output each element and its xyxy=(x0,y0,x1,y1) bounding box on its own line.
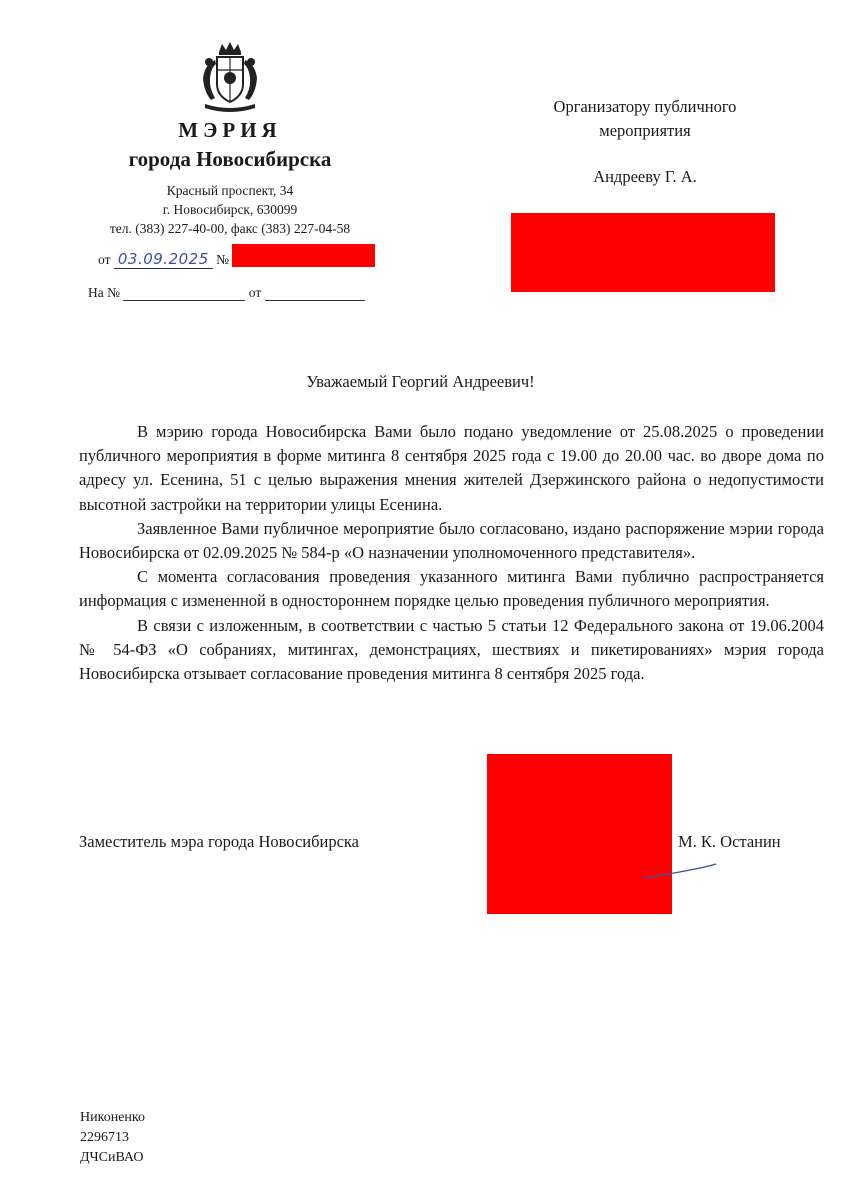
ref-ot-blank xyxy=(265,286,365,301)
ref-ot-label: от xyxy=(248,285,262,300)
signatory-title: Заместитель мэра города Новосибирска xyxy=(79,832,359,851)
signatory-name: М. К. Останин xyxy=(678,832,781,851)
paragraph-2: Заявленное Вами публичное мероприятие было согласовано, издано распоряжение мэрии города Новосибирска от 02.09.2025 № 584-р «О назначении уполномоченного представителя». xyxy=(79,518,824,563)
recipient-name: Андрееву Г. А. xyxy=(593,167,697,186)
paragraph-4: В связи с изложенным, в соответствии с частью 5 статьи 12 Федерального закона от 19.06.2004 № 54-ФЗ «О собраниях, митингах, демонстрациях, шествиях и пикетированиях» мэрия города Новосибирска отзывает согласование проведения митинга 8 сентября 2025 года. xyxy=(79,615,824,684)
executor-phone: 2296713 xyxy=(80,1130,129,1145)
paragraph-1: В мэрию города Новосибирска Вами было подано уведомление от 25.08.2025 о проведении публичного мероприятия в форме митинга 8 сентября 2025 года с 19.00 до 20.00 час. во дворе дома по адресу ул. Есенина, 51 с целью выражения мнения жителей Дзержинского района о недопустимости высотной застройки на территории улицы Есенина. xyxy=(79,422,824,514)
redaction-recipient-address xyxy=(511,213,775,292)
executor-footer xyxy=(80,1108,145,1168)
recipient-block xyxy=(505,95,785,143)
ref-number-label: № xyxy=(216,252,230,267)
outgoing-ref-row xyxy=(98,250,229,269)
greeting: Уважаемый Георгий Андреевич! xyxy=(306,372,535,391)
executor-name: Никоненко xyxy=(80,1110,145,1125)
signature-stroke-icon xyxy=(640,860,720,885)
recipient-line1: Организатору публичного xyxy=(553,97,737,116)
novosibirsk-coat-of-arms-icon xyxy=(195,40,265,115)
recipient-line2: мероприятия xyxy=(599,121,691,140)
incoming-ref-row xyxy=(88,285,365,301)
ref-na-blank xyxy=(123,286,245,301)
ref-na-label: На № xyxy=(88,285,120,300)
org-city: города Новосибирска xyxy=(128,147,332,171)
address-phone-fax: тел. (383) 227-40-00, факс (383) 227-04-58 xyxy=(109,221,351,236)
ref-from-label: от xyxy=(98,252,111,267)
org-name: МЭРИЯ xyxy=(178,118,282,142)
redaction-signature xyxy=(487,754,672,914)
ref-date-handwritten: 03.09.2025 xyxy=(114,250,213,269)
redaction-ref-number xyxy=(232,244,375,267)
letter-body xyxy=(79,420,824,686)
address-street: Красный проспект, 34 xyxy=(166,183,294,198)
executor-department: ДЧСиВАО xyxy=(80,1150,144,1165)
paragraph-3: С момента согласования проведения указанного митинга Вами публично распространяется информация с измененной в одностороннем порядке целью проведения публичного мероприятия. xyxy=(79,567,824,611)
address-city: г. Новосибирск, 630099 xyxy=(162,202,298,217)
